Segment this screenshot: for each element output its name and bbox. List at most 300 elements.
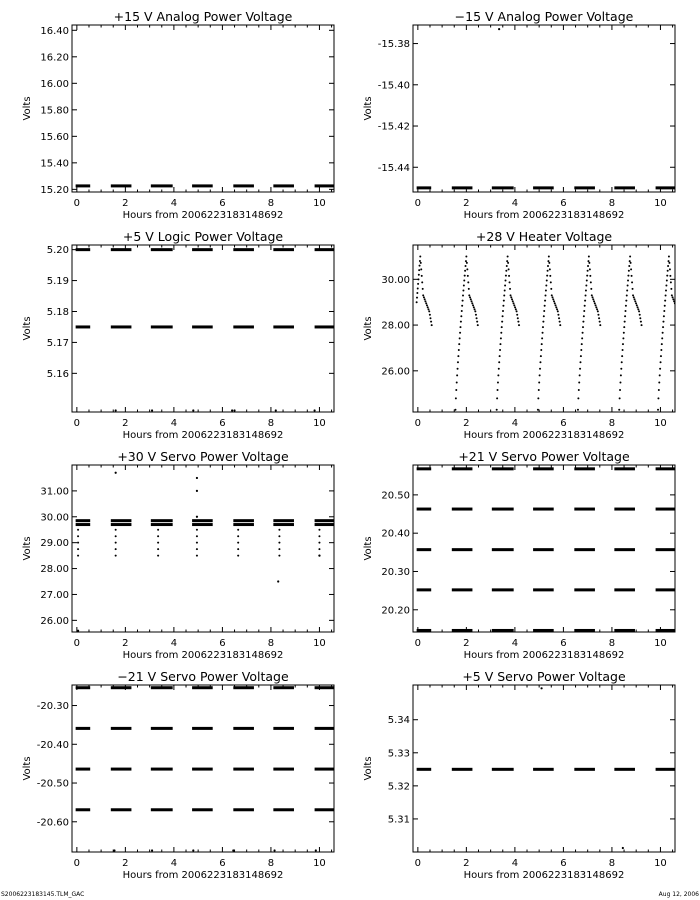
x-tick-label: 2 bbox=[463, 418, 470, 429]
data-point bbox=[599, 324, 601, 326]
x-tick-label: 8 bbox=[608, 198, 616, 209]
footer-date: Aug 12, 2006 bbox=[658, 891, 699, 898]
data-band bbox=[574, 186, 595, 189]
y-tick-label: 30.00 bbox=[381, 274, 410, 286]
data-point bbox=[591, 294, 593, 296]
data-point bbox=[559, 321, 561, 323]
data-point bbox=[620, 368, 622, 370]
data-point bbox=[555, 306, 557, 308]
data-point bbox=[497, 374, 499, 376]
data-point bbox=[459, 326, 461, 328]
data-point bbox=[424, 300, 426, 302]
data-point bbox=[578, 381, 580, 383]
data-point bbox=[464, 270, 466, 272]
y-tick-label: -20.60 bbox=[36, 817, 69, 829]
data-band bbox=[417, 467, 432, 470]
data-point bbox=[658, 381, 660, 383]
data-band bbox=[192, 325, 213, 328]
data-band bbox=[192, 523, 213, 526]
data-band bbox=[111, 325, 132, 328]
data-point bbox=[427, 308, 429, 310]
y-tick-label: 20.30 bbox=[381, 566, 410, 578]
data-point bbox=[498, 368, 500, 370]
y-tick-label: 5.16 bbox=[46, 368, 69, 380]
data-point bbox=[77, 630, 79, 632]
data-point bbox=[628, 265, 630, 267]
data-point bbox=[665, 295, 667, 297]
data-point bbox=[468, 288, 470, 290]
data-point bbox=[544, 305, 546, 307]
data-point bbox=[429, 317, 431, 319]
x-tick-label: 8 bbox=[608, 418, 616, 429]
data-point bbox=[500, 337, 502, 339]
data-band bbox=[76, 325, 91, 328]
data-point bbox=[510, 296, 512, 298]
data-point bbox=[580, 355, 582, 357]
data-point bbox=[549, 268, 551, 270]
data-point bbox=[472, 304, 474, 306]
data-point bbox=[504, 284, 506, 286]
data-point bbox=[640, 321, 642, 323]
x-tick-label: 6 bbox=[219, 858, 226, 869]
data-band bbox=[533, 768, 554, 771]
data-band bbox=[233, 686, 254, 689]
data-band bbox=[192, 727, 213, 730]
data-point bbox=[275, 409, 277, 411]
y-axis-label: Volts bbox=[363, 756, 374, 781]
data-point bbox=[622, 349, 624, 351]
data-point bbox=[543, 315, 545, 317]
data-band bbox=[273, 325, 294, 328]
data-point bbox=[502, 315, 504, 317]
data-point bbox=[551, 294, 553, 296]
data-band bbox=[656, 768, 675, 771]
data-point bbox=[662, 321, 664, 323]
data-band bbox=[151, 808, 173, 811]
data-band bbox=[417, 508, 432, 511]
data-band bbox=[452, 588, 473, 591]
y-tick-label: 20.20 bbox=[381, 605, 410, 617]
data-point bbox=[589, 268, 591, 270]
data-band bbox=[315, 808, 334, 811]
x-tick-label: 2 bbox=[463, 198, 470, 209]
x-tick-label: 0 bbox=[73, 418, 81, 429]
data-point bbox=[426, 304, 428, 306]
data-point bbox=[77, 555, 79, 557]
data-point bbox=[660, 361, 662, 363]
x-tick-label: 2 bbox=[122, 858, 129, 869]
y-tick-label: 27.00 bbox=[40, 589, 69, 601]
y-tick-label: 5.33 bbox=[387, 748, 410, 760]
data-band bbox=[233, 523, 254, 526]
data-point bbox=[499, 349, 501, 351]
data-point bbox=[545, 289, 547, 291]
data-point bbox=[665, 284, 667, 286]
data-point bbox=[466, 262, 468, 264]
data-point bbox=[545, 284, 547, 286]
data-band bbox=[492, 508, 514, 511]
data-point bbox=[622, 847, 624, 849]
data-point bbox=[592, 296, 594, 298]
data-point bbox=[678, 314, 680, 316]
data-point bbox=[77, 548, 79, 550]
data-point bbox=[661, 337, 663, 339]
y-tick-label: 15.20 bbox=[40, 184, 69, 196]
data-point bbox=[456, 381, 458, 383]
y-tick-label: 29.00 bbox=[40, 538, 69, 550]
data-point bbox=[77, 542, 79, 544]
data-point bbox=[623, 326, 625, 328]
data-point bbox=[431, 324, 433, 326]
data-point bbox=[675, 304, 677, 306]
data-point bbox=[665, 289, 667, 291]
data-point bbox=[278, 548, 280, 550]
data-point bbox=[621, 355, 623, 357]
data-point bbox=[115, 529, 117, 531]
data-point bbox=[502, 310, 504, 312]
data-point bbox=[619, 381, 621, 383]
data-band bbox=[273, 686, 294, 689]
data-band bbox=[452, 629, 473, 632]
x-axis-label: Hours from 2006223183148692 bbox=[122, 210, 284, 221]
x-axis-label: Hours from 2006223183148692 bbox=[463, 870, 625, 881]
data-point bbox=[498, 361, 500, 363]
y-axis-label: Volts bbox=[363, 96, 374, 121]
data-point bbox=[657, 409, 659, 411]
data-band bbox=[233, 727, 254, 730]
data-point bbox=[663, 315, 665, 317]
data-point bbox=[676, 308, 678, 310]
data-point bbox=[429, 314, 431, 316]
data-band bbox=[452, 186, 473, 189]
data-point bbox=[625, 300, 627, 302]
chart-title: +28 V Heater Voltage bbox=[475, 229, 613, 244]
data-point bbox=[638, 310, 640, 312]
data-point bbox=[192, 409, 194, 411]
data-band bbox=[492, 186, 514, 189]
data-point bbox=[670, 281, 672, 283]
x-tick-label: 10 bbox=[654, 198, 667, 209]
data-band bbox=[574, 629, 595, 632]
x-tick-label: 0 bbox=[73, 198, 81, 209]
data-point bbox=[465, 255, 467, 257]
data-band bbox=[273, 808, 294, 811]
data-point bbox=[547, 265, 549, 267]
data-point bbox=[637, 308, 639, 310]
data-point bbox=[196, 555, 198, 557]
data-band bbox=[656, 508, 675, 511]
y-axis-label: Volts bbox=[22, 756, 33, 781]
data-band bbox=[151, 686, 173, 689]
data-point bbox=[77, 535, 79, 537]
data-point bbox=[113, 849, 115, 851]
data-point bbox=[583, 315, 585, 317]
data-band bbox=[315, 523, 334, 526]
data-point bbox=[542, 326, 544, 328]
data-band bbox=[417, 548, 432, 551]
data-point bbox=[459, 337, 461, 339]
data-point bbox=[419, 265, 421, 267]
data-point bbox=[457, 361, 459, 363]
data-point bbox=[671, 294, 673, 296]
data-point bbox=[232, 849, 234, 851]
data-band bbox=[76, 768, 91, 771]
data-point bbox=[559, 324, 561, 326]
y-tick-label: -20.50 bbox=[36, 778, 69, 790]
plot-frame bbox=[413, 245, 675, 412]
data-point bbox=[318, 535, 320, 537]
data-point bbox=[466, 268, 468, 270]
data-band bbox=[76, 523, 91, 526]
data-band bbox=[614, 629, 635, 632]
data-band bbox=[315, 325, 334, 328]
x-tick-label: 8 bbox=[608, 858, 616, 869]
data-point bbox=[663, 310, 665, 312]
data-point bbox=[516, 310, 518, 312]
data-band bbox=[111, 808, 132, 811]
data-point bbox=[538, 389, 540, 391]
chart-title: −21 V Servo Power Voltage bbox=[117, 669, 289, 684]
data-point bbox=[470, 298, 472, 300]
x-tick-label: 2 bbox=[122, 418, 129, 429]
chart-title: +21 V Servo Power Voltage bbox=[458, 449, 630, 464]
data-band bbox=[656, 588, 675, 591]
data-band bbox=[233, 808, 254, 811]
data-point bbox=[594, 302, 596, 304]
y-tick-label: -20.40 bbox=[36, 739, 69, 751]
data-point bbox=[516, 314, 518, 316]
data-point bbox=[115, 555, 117, 557]
x-tick-label: 10 bbox=[654, 638, 667, 649]
data-band bbox=[452, 467, 473, 470]
data-band bbox=[656, 548, 675, 551]
chart-panel-4 bbox=[363, 229, 681, 441]
data-band bbox=[452, 548, 473, 551]
data-point bbox=[557, 310, 559, 312]
y-tick-label: 5.34 bbox=[387, 715, 410, 727]
data-point bbox=[675, 306, 677, 308]
data-point bbox=[419, 255, 421, 257]
y-tick-label: 15.60 bbox=[40, 131, 69, 143]
data-point bbox=[661, 343, 663, 345]
data-point bbox=[151, 849, 153, 851]
data-point bbox=[670, 288, 672, 290]
data-point bbox=[237, 542, 239, 544]
data-point bbox=[497, 389, 499, 391]
data-point bbox=[664, 305, 666, 307]
data-point bbox=[115, 472, 117, 474]
x-tick-label: 2 bbox=[463, 638, 470, 649]
data-point bbox=[597, 310, 599, 312]
x-tick-label: 10 bbox=[654, 858, 667, 869]
data-band bbox=[574, 588, 595, 591]
data-point bbox=[474, 308, 476, 310]
data-point bbox=[584, 300, 586, 302]
data-point bbox=[477, 324, 479, 326]
data-point bbox=[416, 301, 418, 303]
y-tick-label: 16.20 bbox=[40, 52, 69, 64]
data-point bbox=[461, 310, 463, 312]
data-band bbox=[315, 184, 334, 187]
data-point bbox=[513, 304, 515, 306]
data-point bbox=[548, 262, 550, 264]
x-tick-label: 8 bbox=[608, 638, 616, 649]
data-point bbox=[668, 260, 670, 262]
data-point bbox=[539, 368, 541, 370]
data-band bbox=[533, 467, 554, 470]
data-point bbox=[233, 409, 235, 411]
x-tick-label: 0 bbox=[414, 418, 422, 429]
y-axis-label: Volts bbox=[363, 536, 374, 561]
data-point bbox=[506, 260, 508, 262]
data-marks bbox=[417, 467, 675, 632]
data-point bbox=[506, 265, 508, 267]
x-tick-label: 0 bbox=[414, 198, 422, 209]
y-tick-label: -15.44 bbox=[377, 162, 410, 174]
data-point bbox=[417, 278, 419, 280]
x-tick-label: 4 bbox=[511, 198, 519, 209]
data-point bbox=[619, 397, 621, 399]
x-tick-label: 8 bbox=[267, 198, 275, 209]
y-tick-label: -20.30 bbox=[36, 701, 69, 713]
data-point bbox=[550, 281, 552, 283]
data-point bbox=[588, 255, 590, 257]
data-point bbox=[278, 529, 280, 531]
x-tick-label: 6 bbox=[219, 198, 226, 209]
data-band bbox=[151, 519, 173, 522]
data-band bbox=[233, 184, 254, 187]
data-point bbox=[421, 275, 423, 277]
data-point bbox=[630, 268, 632, 270]
chart-panel-6 bbox=[363, 449, 675, 661]
chart-title: +15 V Analog Power Voltage bbox=[113, 9, 293, 24]
data-point bbox=[421, 281, 423, 283]
data-band bbox=[233, 325, 254, 328]
y-tick-label: 15.40 bbox=[40, 158, 69, 170]
data-point bbox=[278, 535, 280, 537]
x-tick-label: 4 bbox=[511, 638, 519, 649]
data-point bbox=[512, 300, 514, 302]
x-axis-label: Hours from 2006223183148692 bbox=[463, 650, 625, 661]
data-band bbox=[273, 727, 294, 730]
data-point bbox=[544, 295, 546, 297]
data-point bbox=[629, 260, 631, 262]
data-band bbox=[151, 768, 173, 771]
data-point bbox=[672, 298, 674, 300]
data-point bbox=[456, 374, 458, 376]
data-point bbox=[464, 275, 466, 277]
data-band bbox=[233, 519, 254, 522]
data-point bbox=[626, 289, 628, 291]
data-point bbox=[505, 275, 507, 277]
data-point bbox=[631, 275, 633, 277]
data-point bbox=[543, 310, 545, 312]
x-tick-label: 8 bbox=[267, 638, 275, 649]
data-point bbox=[679, 321, 681, 323]
x-tick-label: 10 bbox=[313, 198, 326, 209]
data-band bbox=[111, 184, 132, 187]
data-point bbox=[547, 260, 549, 262]
data-point bbox=[555, 304, 557, 306]
data-point bbox=[511, 298, 513, 300]
data-band bbox=[111, 727, 132, 730]
data-band bbox=[614, 588, 635, 591]
data-point bbox=[579, 361, 581, 363]
chart-panel-1 bbox=[22, 9, 334, 221]
data-point bbox=[115, 548, 117, 550]
x-tick-label: 4 bbox=[170, 638, 178, 649]
data-point bbox=[599, 321, 601, 323]
data-point bbox=[667, 270, 669, 272]
data-point bbox=[423, 296, 425, 298]
data-band bbox=[233, 248, 254, 251]
data-point bbox=[586, 280, 588, 282]
data-band bbox=[76, 686, 91, 689]
data-point bbox=[476, 321, 478, 323]
data-point bbox=[196, 542, 198, 544]
data-point bbox=[641, 324, 643, 326]
data-point bbox=[278, 555, 280, 557]
data-point bbox=[540, 355, 542, 357]
data-band bbox=[492, 588, 514, 591]
data-point bbox=[627, 280, 629, 282]
data-band bbox=[656, 186, 675, 189]
data-band bbox=[533, 508, 554, 511]
data-point bbox=[623, 332, 625, 334]
plot-frame bbox=[72, 465, 334, 632]
x-axis-label: Hours from 2006223183148692 bbox=[463, 430, 625, 441]
data-point bbox=[635, 302, 637, 304]
data-point bbox=[507, 262, 509, 264]
data-point bbox=[593, 300, 595, 302]
data-point bbox=[627, 275, 629, 277]
x-tick-label: 0 bbox=[73, 858, 81, 869]
y-tick-label: 26.00 bbox=[381, 366, 410, 378]
data-point bbox=[666, 280, 668, 282]
x-tick-label: 6 bbox=[219, 418, 226, 429]
x-tick-label: 0 bbox=[414, 858, 422, 869]
data-band bbox=[273, 768, 294, 771]
data-point bbox=[667, 265, 669, 267]
data-point bbox=[157, 555, 159, 557]
data-band bbox=[76, 248, 91, 251]
y-tick-label: -15.40 bbox=[377, 80, 410, 92]
data-point bbox=[669, 275, 671, 277]
chart-panel-7 bbox=[22, 669, 334, 881]
data-band bbox=[614, 768, 635, 771]
data-point bbox=[513, 302, 515, 304]
data-point bbox=[587, 265, 589, 267]
y-tick-label: 30.00 bbox=[40, 512, 69, 524]
x-axis-label: Hours from 2006223183148692 bbox=[122, 650, 284, 661]
data-point bbox=[669, 268, 671, 270]
data-point bbox=[471, 300, 473, 302]
data-point bbox=[582, 332, 584, 334]
data-point bbox=[422, 294, 424, 296]
data-point bbox=[509, 288, 511, 290]
y-tick-label: 26.00 bbox=[40, 615, 69, 627]
data-band bbox=[273, 184, 294, 187]
x-tick-label: 6 bbox=[560, 418, 567, 429]
data-point bbox=[115, 409, 117, 411]
data-point bbox=[518, 324, 520, 326]
data-point bbox=[580, 349, 582, 351]
data-point bbox=[476, 317, 478, 319]
data-point bbox=[508, 268, 510, 270]
chart-title: +30 V Servo Power Voltage bbox=[117, 449, 289, 464]
data-point bbox=[558, 317, 560, 319]
data-band bbox=[76, 727, 91, 730]
